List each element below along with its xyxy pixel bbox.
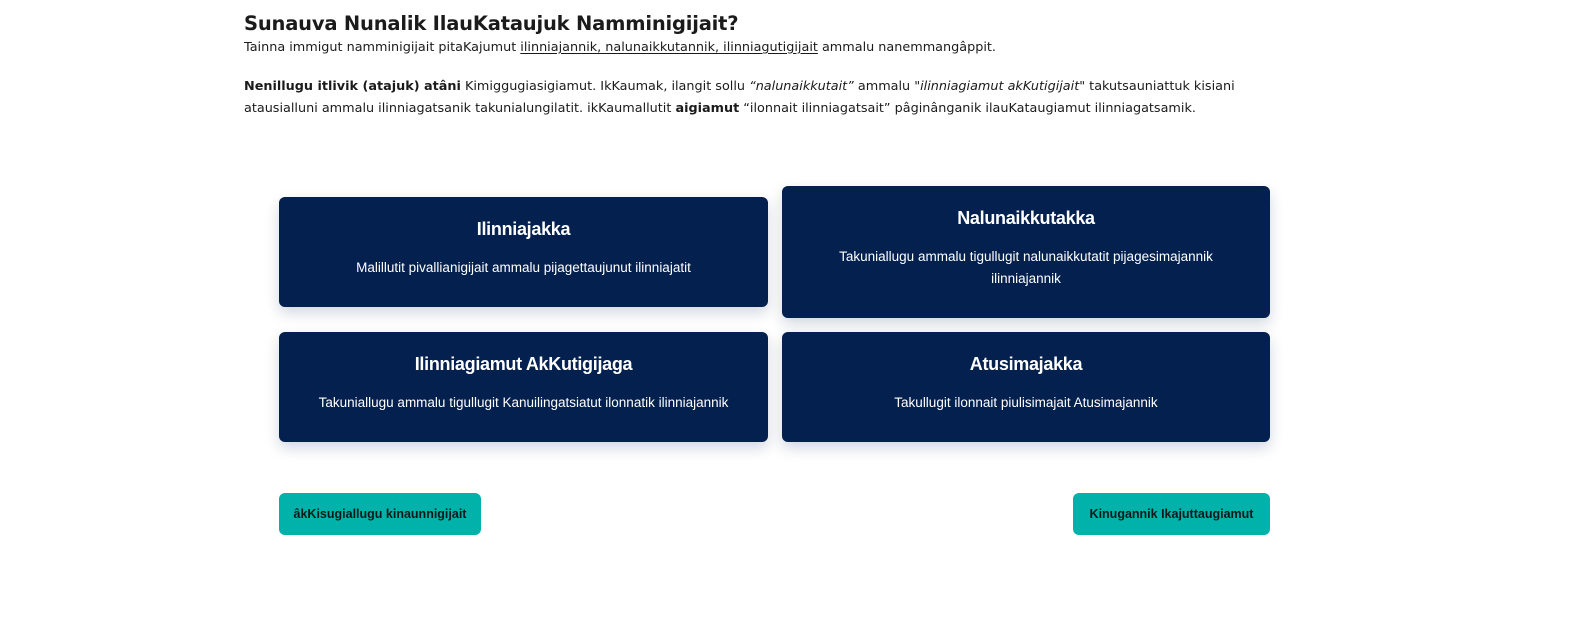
card-title: Ilinniagiamut AkKutigijaga bbox=[414, 354, 633, 374]
instructions-bold-word: aigiamut bbox=[675, 101, 740, 116]
card-description: Takuniallugu ammalu tigullugit nalunaikkutatit pijagesimajannik ilinniajannik bbox=[839, 249, 1213, 286]
page-title: Sunauva Nunalik IlauKataujuk Namminigijait? bbox=[244, 12, 739, 35]
instructions-text-3: takutsauniattuk kisiani atausialluni ammalu ilinniagatsanik takunialungilatit. ikKaumallutit bbox=[244, 79, 1235, 116]
edit-profile-button[interactable]: âkKisugiallugu kinaunnigijait bbox=[279, 493, 481, 535]
instructions-text-1: Kimiggugiasigiamut. IkKaumak, ilangit sollu bbox=[460, 79, 750, 94]
card-description: Takullugit ilonnait piulisimajait Atusimajannik bbox=[894, 395, 1158, 410]
card-title: Ilinniajakka bbox=[476, 219, 571, 239]
instructions-italic-2: "ilinniagiamut akKutigijait" bbox=[914, 79, 1086, 94]
subtitle-text-start: Tainna immigut namminigijait pitaKajumut bbox=[244, 40, 521, 55]
card-title: Nalunaikkutakka bbox=[957, 208, 1095, 228]
instructions-text-4: “ilonnait ilinniagatsait” pâginânganik ilauKataugiamut ilinniagatsamik. bbox=[739, 101, 1196, 116]
get-help-button[interactable]: Kinugannik Ikajuttaugiamut bbox=[1073, 493, 1270, 535]
intro-section bbox=[244, 10, 1284, 120]
card-title: Atusimajakka bbox=[969, 354, 1083, 374]
card-description: Takuniallugu ammalu tigullugit Kanuilingatsiatut ilonnatik ilinniajannik bbox=[318, 395, 729, 410]
card-nalunaikkutakka[interactable] bbox=[782, 186, 1270, 318]
instructions-bold-phrase: Nenillugu itlivik (atajuk) atâni bbox=[244, 79, 461, 94]
card-ilinniagiamut-akkutigijaga[interactable] bbox=[279, 332, 768, 442]
instructions-italic-1: “nalunaikkutait” bbox=[749, 79, 854, 94]
card-atusimajakka[interactable] bbox=[782, 332, 1270, 442]
page-subtitle bbox=[244, 38, 1284, 58]
instructions-paragraph bbox=[244, 76, 1274, 120]
subtitle-underlined-text: ilinniajannik, nalunaikkutannik, ilinniagutigijait bbox=[520, 40, 818, 55]
card-ilinniajakka[interactable] bbox=[279, 197, 768, 307]
instructions-text-2: ammalu bbox=[853, 79, 915, 94]
subtitle-text-end: ammalu nanemmangâppit. bbox=[817, 40, 996, 55]
card-description: Malillutit pivallianigijait ammalu pijagettaujunut ilinniajatit bbox=[356, 260, 691, 275]
